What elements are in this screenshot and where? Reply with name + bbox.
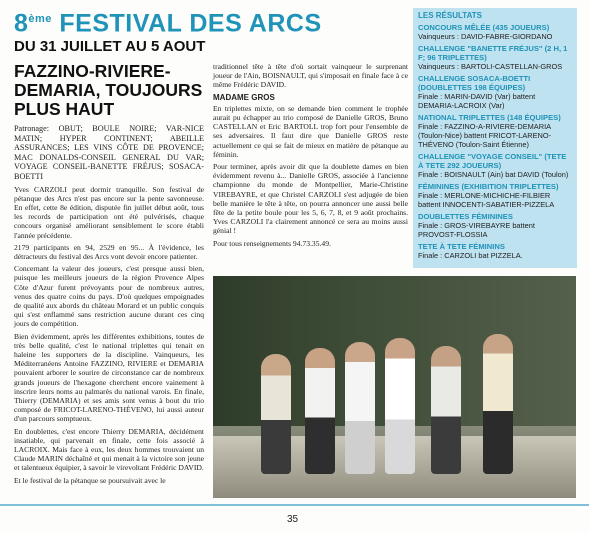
article-column-2 — [213, 62, 408, 251]
article-headline: FAZZINO-RIVIERE-DEMARIA, TOUJOURS PLUS HAUT — [14, 61, 203, 119]
festival-title: 8ème FESTIVAL DES ARCS — [14, 9, 322, 38]
result-heading: CHALLENGE SOSACA-BOETTI (DOUBLETTES 198 ÉQUIPES) — [418, 74, 531, 92]
paragraph: Pour terminer, après avoir dit que la doublette dames en bien évidemment revenu à... Danielle GROS, associée à l'ancienne championne du monde de Montpellier, Marie-Christine VIREBAYRE, et que Christel CARZOLI s'est adjugée de bien belle manière le tête à tête, on pourra annoncer une aussi belle fête de la petite boule pour les 5, 6, 7, 8, et 9 août prochains. Yves CARZOLI l'a clairement annoncé ce sera au moins aussi génial ! — [213, 162, 408, 236]
page-footer — [0, 504, 589, 533]
team-photo — [213, 276, 576, 498]
page-number: 35 — [287, 514, 299, 525]
subheading: MADAME GROS — [213, 92, 275, 102]
person-figure — [345, 342, 375, 474]
result-detail: Finale : MARIN-DAVID (Var) battent DEMARIA-LACROIX (Var) — [418, 92, 536, 110]
results-list — [418, 23, 572, 260]
result-heading: NATIONAL TRIPLETTES (148 ÉQUIPES) — [418, 113, 561, 122]
paragraph: Bien évidemment, après les différentes exhibitions, toutes de très belle qualité, c'est le national triplettes qui tenait en haleine les supporters de la discipline. Vainqueurs, les Méditerranéens Antoine FAZZINO, RIVIERE et DEMARIA pouvaient arborer le sourire de circonstance car de nombreux grands joueurs de l'hexagone cherchent encore vainement à inscrire leurs noms au palmarès du national varois. En finale, Thierry (DEMARIA) et ses amis sont venus à bout du trio composé de FRICOT-LARENO-THÉVENO, lui aussi auteur d'un parcours somptueux. — [14, 331, 204, 424]
result-detail: Finale : GROS-VIREBAYRE battent PROVOST-FLOSSIA — [418, 221, 535, 239]
person-figure — [385, 338, 415, 474]
result-heading: CHALLENGE "BANETTE FRÉJUS" (2 H, 1 F; 96 TRIPLETTES) — [418, 44, 568, 62]
result-heading: DOUBLETTES FÉMININES — [418, 212, 513, 221]
paragraph: traditionnel tête à tête d'où sortait vainqueur le surprenant joueur de l'Ain, BOISNAULT, qui s'imposait en finale face à ce même Frédéric DAVID. — [213, 62, 408, 90]
article-column-1 — [14, 124, 204, 488]
result-detail: Finale : MERLONE-MICHICHE-FILBIER battent INNOCENTI-SABATIER-PIZZELA — [418, 191, 555, 209]
result-heading: TETE À TETE FÉMININS — [418, 242, 505, 251]
contact-info: Pour tous renseignements 94.73.35.49. — [213, 238, 331, 248]
person-figure — [431, 346, 461, 474]
result-heading: CHALLENGE "VOYAGE CONSEIL" (TETE À TETE 292 JOUEURS) — [418, 152, 567, 170]
result-detail: Vainqueurs : DAVID-FABRE-GIORDANO — [418, 32, 553, 41]
paragraph: 2179 participants en 94, 2529 en 95... À l'évidence, les détracteurs du festival des Arcs vont devoir encore patienter. — [14, 242, 204, 261]
paragraph: En triplettes mixte, on se demande bien comment le trophée aurait pu échapper au trio composé de Danielle GROS, Bruno CASTELLAN et Eric BARTOLL trop fort pour l'ensemble de ses adversaires. Il faut dire que Danielle GROS reste actuellement ce qui se fait de mieux en matière de pétanque au féminin. — [213, 103, 408, 159]
paragraph: Et le festival de la pétanque se poursuivait avec le — [14, 475, 166, 485]
person-figure — [483, 334, 513, 474]
result-detail: Finale : BOISNAULT (Ain) bat DAVID (Toulon) — [418, 170, 569, 179]
person-figure — [305, 348, 335, 474]
result-detail: Finale : FAZZINO-A-RIVIERE-DEMARIA (Toulon-Nice) battent FRICOT-LARENO-THÉVENO (Toulon-Saint Étienne) — [418, 122, 552, 149]
paragraph: Yves CARZOLI peut dormir tranquille. Son festival de pétanque des Arcs n'est pas encore sur la pente savonneuse. En effet, cette 8e édition, disputée fin juillet début août, tous les records de participation ont été pulvérisés, chaque concours organisé améliorant sensiblement le score établi l'année précédente. — [14, 184, 204, 240]
paragraph: En doublettes, c'est encore Thierry DEMARIA, décidément insatiable, qui parvenait en finale, cette fois associé à LACROIX. Mais face à eux, les deux hommes trouvaient un Claude MARIN déchaîné et qui menait à la victoire son jeune et talentueux équipier, à savoir le virevoltant Frédéric DAVID. — [14, 426, 204, 473]
result-heading: FÉMININES (EXHIBITION TRIPLETTES) — [418, 182, 559, 191]
person-figure — [261, 354, 291, 474]
paragraph: Concernant la valeur des joueurs, c'est presque aussi bien, puisque les meilleurs joueurs de la région Provence Alpes Côte d'Azur furent prévoyants pour de nombreux autres, venus des quatre coins du pays. D'où quelques empoignades de qualité aux abords du château Morard et un public conquis qui s'est enflammé sans restriction aucune durant ces cinq jours de compétition. — [14, 264, 204, 329]
results-title: LES RÉSULTATS — [418, 11, 482, 20]
result-detail: Vainqueurs : BARTOLI-CASTELLAN-GROS — [418, 62, 563, 71]
result-detail: Finale : CARZOLI bat PIZZELA. — [418, 251, 523, 260]
festival-dates: DU 31 JUILLET AU 5 AOUT — [14, 38, 206, 56]
patronage-text: Patronage: OBUT; BOULE NOIRE; VAR-NICE MATIN; HYPER CONTINENT; ABEILLE ASSURANCES; LES VINS CÔTE DE PROVENCE; MAC DONALDS-CONSEIL GENERAL DU VAR; VOYAGE CONSEIL-BANETTE FRÉJUS; SOSACA-BOETTI — [14, 124, 204, 181]
results-box — [413, 8, 577, 268]
result-heading: CONCOURS MÊLÉE (435 JOUEURS) — [418, 23, 550, 32]
